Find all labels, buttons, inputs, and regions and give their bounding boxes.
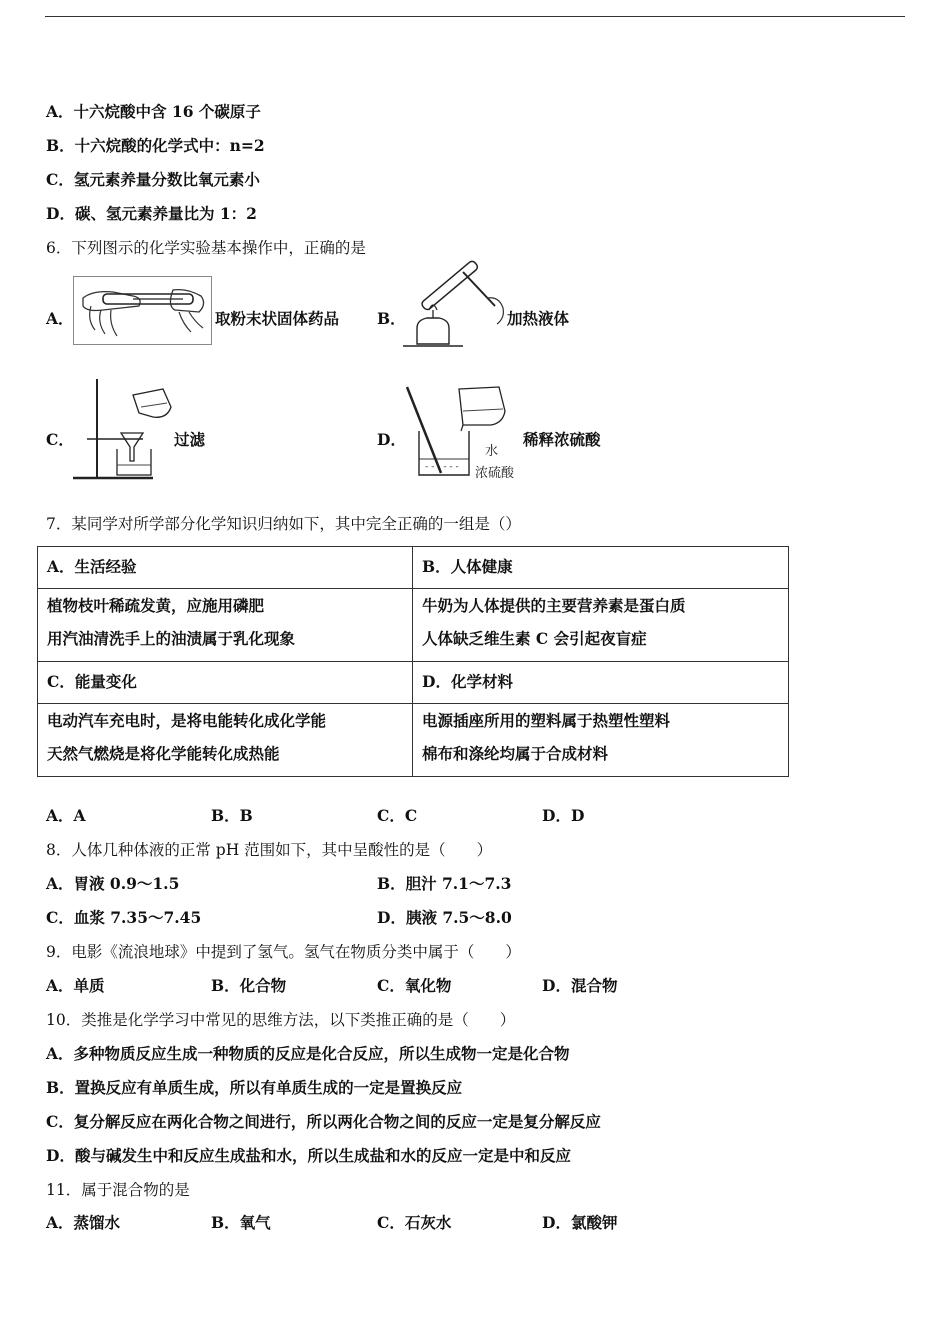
q5-option-a: A．十六烷酸中含 16 个碳原子: [46, 102, 261, 121]
q6-option-b-caption: 加热液体: [507, 309, 570, 328]
q8-option-d: D．胰液 7.5～8.0: [377, 908, 512, 927]
table-cell-c-body: 电动汽车充电时，是将电能转化成化学能 天然气燃烧是将化学能转化成热能: [38, 704, 413, 777]
q6-figure-c-filtration: [73, 377, 178, 481]
q10-stem: 10．类推是化学学习中常见的思维方法，以下类推正确的是（ ）: [46, 1011, 516, 1029]
table-cell-d-head: D．化学材料: [413, 662, 789, 704]
q7-option-d: D．D: [542, 806, 585, 825]
q6-option-b-letter: B．: [377, 309, 406, 328]
q7-option-a: A．A: [46, 806, 86, 825]
acid-label: 浓硫酸: [475, 466, 515, 481]
q9-option-b: B．化合物: [211, 976, 287, 995]
q5-option-c: C．氢元素养量分数比氧元素小: [46, 170, 260, 189]
q11-option-d: D．氯酸钾: [542, 1213, 618, 1232]
q5-option-d: D．碳、氢元素养量比为 1：2: [46, 204, 257, 223]
q7-option-b: B．B: [211, 806, 253, 825]
knowledge-table: [37, 546, 789, 777]
q9-stem: 9．电影《流浪地球》中提到了氢气。氢气在物质分类中属于（ ）: [46, 943, 521, 961]
q8-option-a: A．胃液 0.9～1.5: [46, 874, 180, 893]
q5-option-b: B．十六烷酸的化学式中：n=2: [46, 136, 265, 155]
q6-option-c-caption: 过滤: [174, 430, 206, 449]
table-cell-a-head: A．生活经验: [38, 547, 413, 589]
q6-stem: 6．下列图示的化学实验基本操作中，正确的是: [46, 239, 366, 257]
q11-stem: 11．属于混合物的是: [46, 1181, 190, 1199]
q10-option-a: A．多种物质反应生成一种物质的反应是化合反应，所以生成物一定是化合物: [46, 1044, 570, 1063]
q11-option-a: A．蒸馏水: [46, 1213, 121, 1232]
q6-figure-b-heating-liquid: [403, 266, 511, 350]
q9-option-a: A．单质: [46, 976, 105, 995]
q11-option-c: C．石灰水: [377, 1213, 452, 1232]
q10-option-b: B．置换反应有单质生成，所以有单质生成的一定是置换反应: [46, 1078, 463, 1097]
q10-option-c: C．复分解反应在两化合物之间进行，所以两化合物之间的反应一定是复分解反应: [46, 1112, 601, 1131]
q8-option-b: B．胆汁 7.1～7.3: [377, 874, 512, 893]
q6-figure-d-dilute-acid: [403, 383, 521, 483]
table-cell-b-body: 牛奶为人体提供的主要营养素是蛋白质 人体缺乏维生素 C 会引起夜盲症: [413, 589, 789, 662]
table-cell-a-body: 植物枝叶稀疏发黄，应施用磷肥 用汽油清洗手上的油渍属于乳化现象: [38, 589, 413, 662]
table-cell-c-head: C．能量变化: [38, 662, 413, 704]
q9-option-d: D．混合物: [542, 976, 618, 995]
q11-option-b: B．氧气: [211, 1213, 271, 1232]
q7-stem: 7．某同学对所学部分化学知识归纳如下，其中完全正确的一组是（）: [46, 515, 521, 533]
q8-stem: 8．人体几种体液的正常 pH 范围如下，其中呈酸性的是（ ）: [46, 841, 493, 859]
q6-option-d-caption: 稀释浓硫酸: [523, 430, 601, 449]
q6-figure-a-test-tube-powder: [73, 276, 213, 346]
q9-option-c: C．氧化物: [377, 976, 452, 995]
water-label: 水: [485, 444, 499, 459]
q7-option-c: C．C: [377, 806, 418, 825]
q10-option-d: D．酸与碱发生中和反应生成盐和水，所以生成盐和水的反应一定是中和反应: [46, 1146, 571, 1165]
svg-text:- - - - - -: - - - - - -: [425, 462, 459, 472]
q6-option-a-letter: A．: [46, 309, 74, 328]
header-rule: [45, 16, 905, 17]
q6-option-c-letter: C．: [46, 430, 74, 449]
table-cell-d-body: 电源插座所用的塑料属于热塑性塑料 棉布和涤纶均属于合成材料: [413, 704, 789, 777]
q6-option-d-letter: D．: [377, 430, 406, 449]
q6-option-a-caption: 取粉末状固体药品: [215, 309, 340, 328]
q8-option-c: C．血浆 7.35～7.45: [46, 908, 202, 927]
table-cell-b-head: B．人体健康: [413, 547, 789, 589]
